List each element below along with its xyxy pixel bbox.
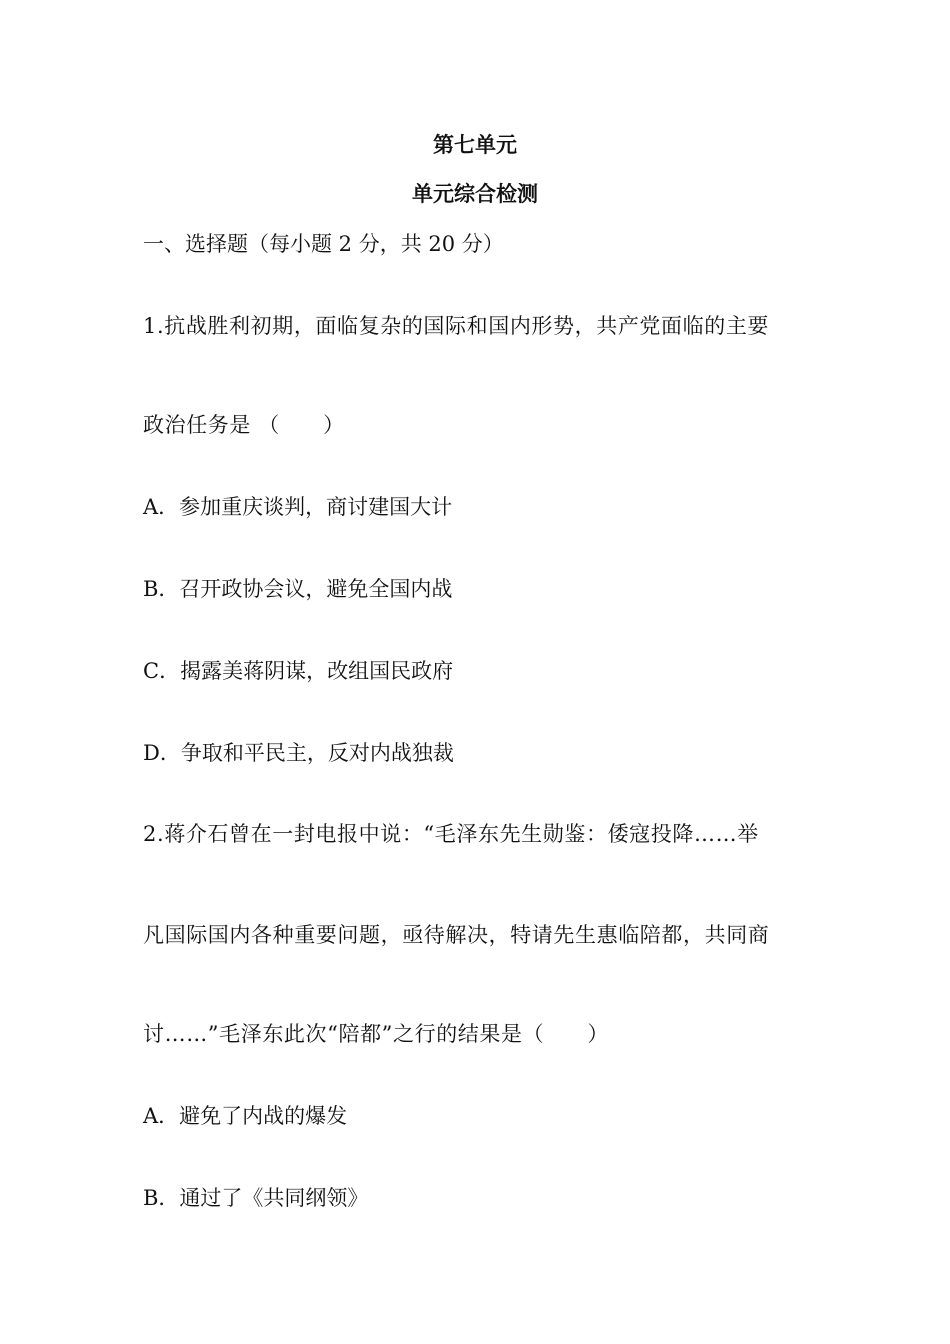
question-1-option-a: A．参加重庆谈判，商讨建国大计 [143, 495, 453, 519]
question-2-stem-line-1: 2.蒋介石曾在一封电报中说：“毛泽东先生勋鉴：倭寇投降……举 [143, 822, 759, 846]
question-2-option-b: B．通过了《共同纲领》 [143, 1186, 369, 1210]
question-2-stem-line-2: 凡国际国内各种重要问题，亟待解决，特请先生惠临陪都，共同商 [143, 923, 770, 947]
question-1-stem-line-1: 1.抗战胜利初期，面临复杂的国际和国内形势，共产党面临的主要 [143, 314, 770, 338]
section-heading: 一、选择题（每小题 2 分，共 20 分） [143, 232, 504, 256]
document-subtitle: 单元综合检测 [412, 182, 538, 206]
question-1-option-c: C．揭露美蒋阴谋，改组国民政府 [143, 659, 454, 683]
unit-title: 第七单元 [433, 133, 517, 157]
question-2-stem-line-3: 讨……”毛泽东此次“陪都”之行的结果是（ ） [143, 1022, 610, 1046]
question-1-stem-line-2: 政治任务是 （ ） [143, 413, 345, 437]
question-1-option-b: B．召开政协会议，避免全国内战 [143, 577, 453, 601]
question-1-option-d: D．争取和平民主，反对内战独裁 [143, 741, 454, 765]
question-2-option-a: A．避免了内战的爆发 [143, 1104, 348, 1128]
